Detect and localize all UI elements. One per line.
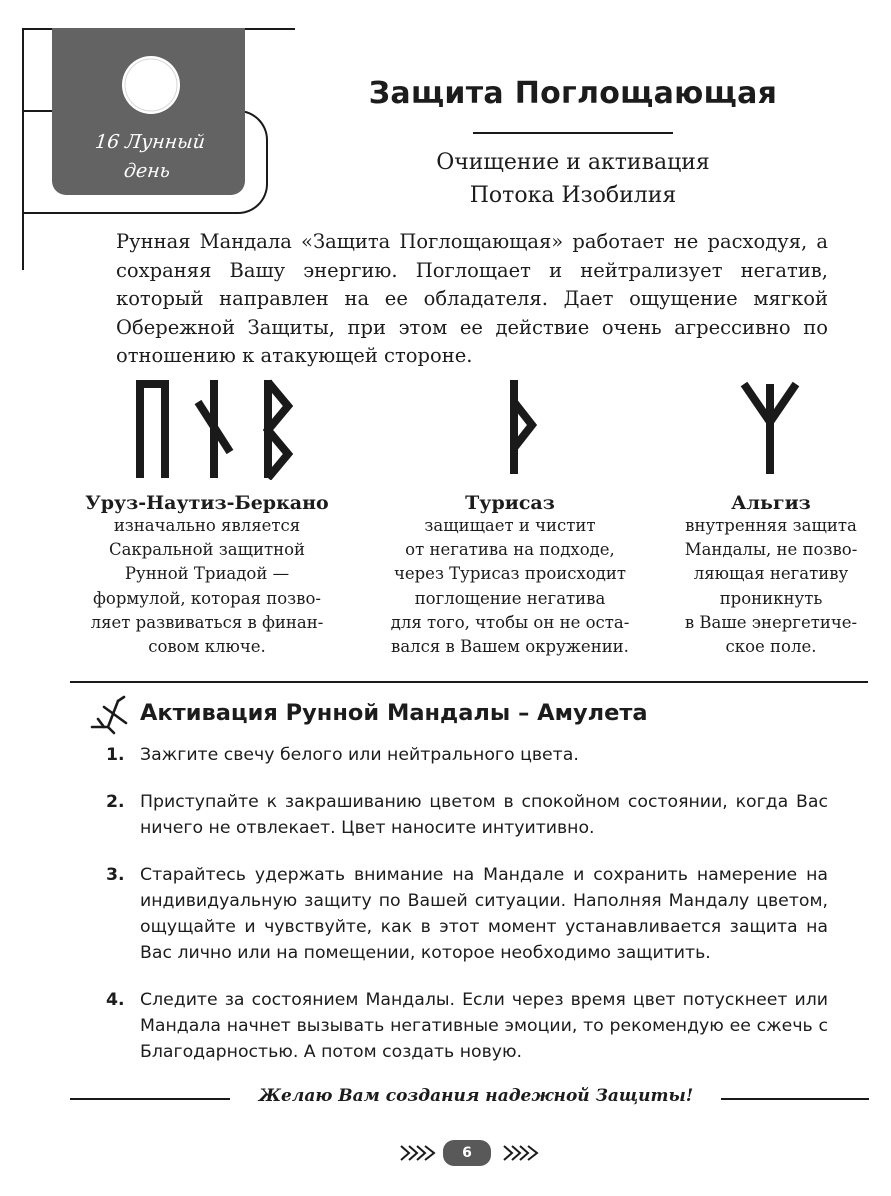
rune-description-line: формулой, которая позво- xyxy=(93,588,321,608)
footer-rule-right xyxy=(721,1098,869,1100)
footer-rule-left xyxy=(70,1098,230,1100)
rune-description-line: вался в Вашем окружении. xyxy=(391,637,629,657)
rune-description-line: совом ключе. xyxy=(148,637,266,657)
step-text: Следите за состоянием Мандалы. Если через время цвет потускнеет или Мандала начнет вызывать негативные эмоции, то рекомендую ее сжечь с Благодарностью. А потом создать новую. xyxy=(140,990,828,1062)
activation-step xyxy=(106,987,828,1065)
activation-title: Активация Рунной Мандалы – Амулета xyxy=(140,700,648,726)
rune-description-line: защищает и чистит xyxy=(424,516,596,535)
step-number: 4. xyxy=(106,990,125,1010)
thurisaz-rune-icon xyxy=(506,378,538,476)
page-title: Защита Поглощающая xyxy=(368,76,778,111)
lunar-day-label xyxy=(49,128,248,186)
activation-step xyxy=(106,789,828,841)
section-divider xyxy=(70,681,868,683)
rune-description-line: внутренняя защита xyxy=(685,516,857,535)
rune-description-line: в Ваше энергетиче- xyxy=(684,612,858,632)
activation-step xyxy=(106,742,828,768)
lunar-day-line1: 16 Лунный xyxy=(93,131,207,153)
uruz-nauthiz-berkano-runes-icon xyxy=(128,378,300,480)
zigzag-ornament-right-icon xyxy=(503,1143,539,1163)
rune-description-line: ляет развиваться в финан- xyxy=(90,612,324,632)
subtitle-line1: Очищение и активация xyxy=(436,150,710,175)
rune-description-line: Мандалы, не позво- xyxy=(684,540,858,560)
intro-paragraph: Рунная Мандала «Защита Поглощающая» работает не расходуя, а сохраняя Вашу энергию. Поглощает и нейтрализует негатив, который направлен на ее обладателя. Дает ощущение мягкой Обережной Защиты, при этом ее действие очень агрессивно по отношению к атакующей стороне. xyxy=(116,230,828,367)
footer-wish: Желаю Вам создания надежной Защиты! xyxy=(258,1086,694,1106)
step-text: Старайтесь удержать внимание на Мандале и сохранить намерение на индивидуальную защиту по Вашей ситуации. Наполняя Мандалу цветом, ощущайте и чувствуйте, как в этот момент устанавливается защита на Вас лично или на помещении, которое необходимо защитить. xyxy=(140,865,828,963)
rune-description-line: ское поле. xyxy=(725,637,817,657)
runic-amulet-icon xyxy=(88,693,132,737)
rune-card-algiz xyxy=(668,492,874,659)
step-text: Приступайте к закрашиванию цветом в спокойном состоянии, когда Вас ничего не отвлекает. Цвет наносите интуитивно. xyxy=(140,792,828,838)
rune-description xyxy=(370,514,650,659)
rune-description-line: для того, чтобы он не оста- xyxy=(390,612,630,632)
rune-card-uruz-nauthiz-berkano xyxy=(72,492,342,659)
activation-steps-list xyxy=(106,742,828,1065)
rune-description-line: через Турисаз происходит xyxy=(393,564,627,584)
rune-description-line: от негатива на подходе, xyxy=(405,540,615,560)
full-moon-icon xyxy=(121,55,181,115)
rune-description-line: ляющая негативу xyxy=(693,564,849,584)
rune-name: Уруз-Наутиз-Беркано xyxy=(85,492,329,514)
rune-name: Турисаз xyxy=(465,492,555,514)
rune-description-line: проникнуть xyxy=(719,588,823,608)
rune-description-line: поглощение негатива xyxy=(414,588,606,608)
step-number: 1. xyxy=(106,745,125,765)
rune-description-line: изначально является xyxy=(113,516,301,535)
algiz-rune-icon xyxy=(740,378,800,476)
rune-description-line: Сакральной защитной xyxy=(108,540,306,560)
rune-description-line: Рунной Триадой — xyxy=(124,564,290,584)
step-number: 2. xyxy=(106,792,125,812)
step-text: Зажгите свечу белого или нейтрального цвета. xyxy=(140,745,579,765)
rune-description xyxy=(668,514,874,659)
page-subtitle xyxy=(380,146,766,212)
rune-card-thurisaz xyxy=(370,492,650,659)
subtitle-line2: Потока Изобилия xyxy=(469,183,677,208)
rune-name: Альгиз xyxy=(731,492,811,514)
rune-description xyxy=(72,514,342,659)
title-underline xyxy=(473,132,673,134)
lunar-day-line2: день xyxy=(122,160,172,182)
zigzag-ornament-left-icon xyxy=(400,1143,436,1163)
page-number: 6 xyxy=(443,1140,491,1166)
step-number: 3. xyxy=(106,865,125,885)
activation-step xyxy=(106,862,828,966)
